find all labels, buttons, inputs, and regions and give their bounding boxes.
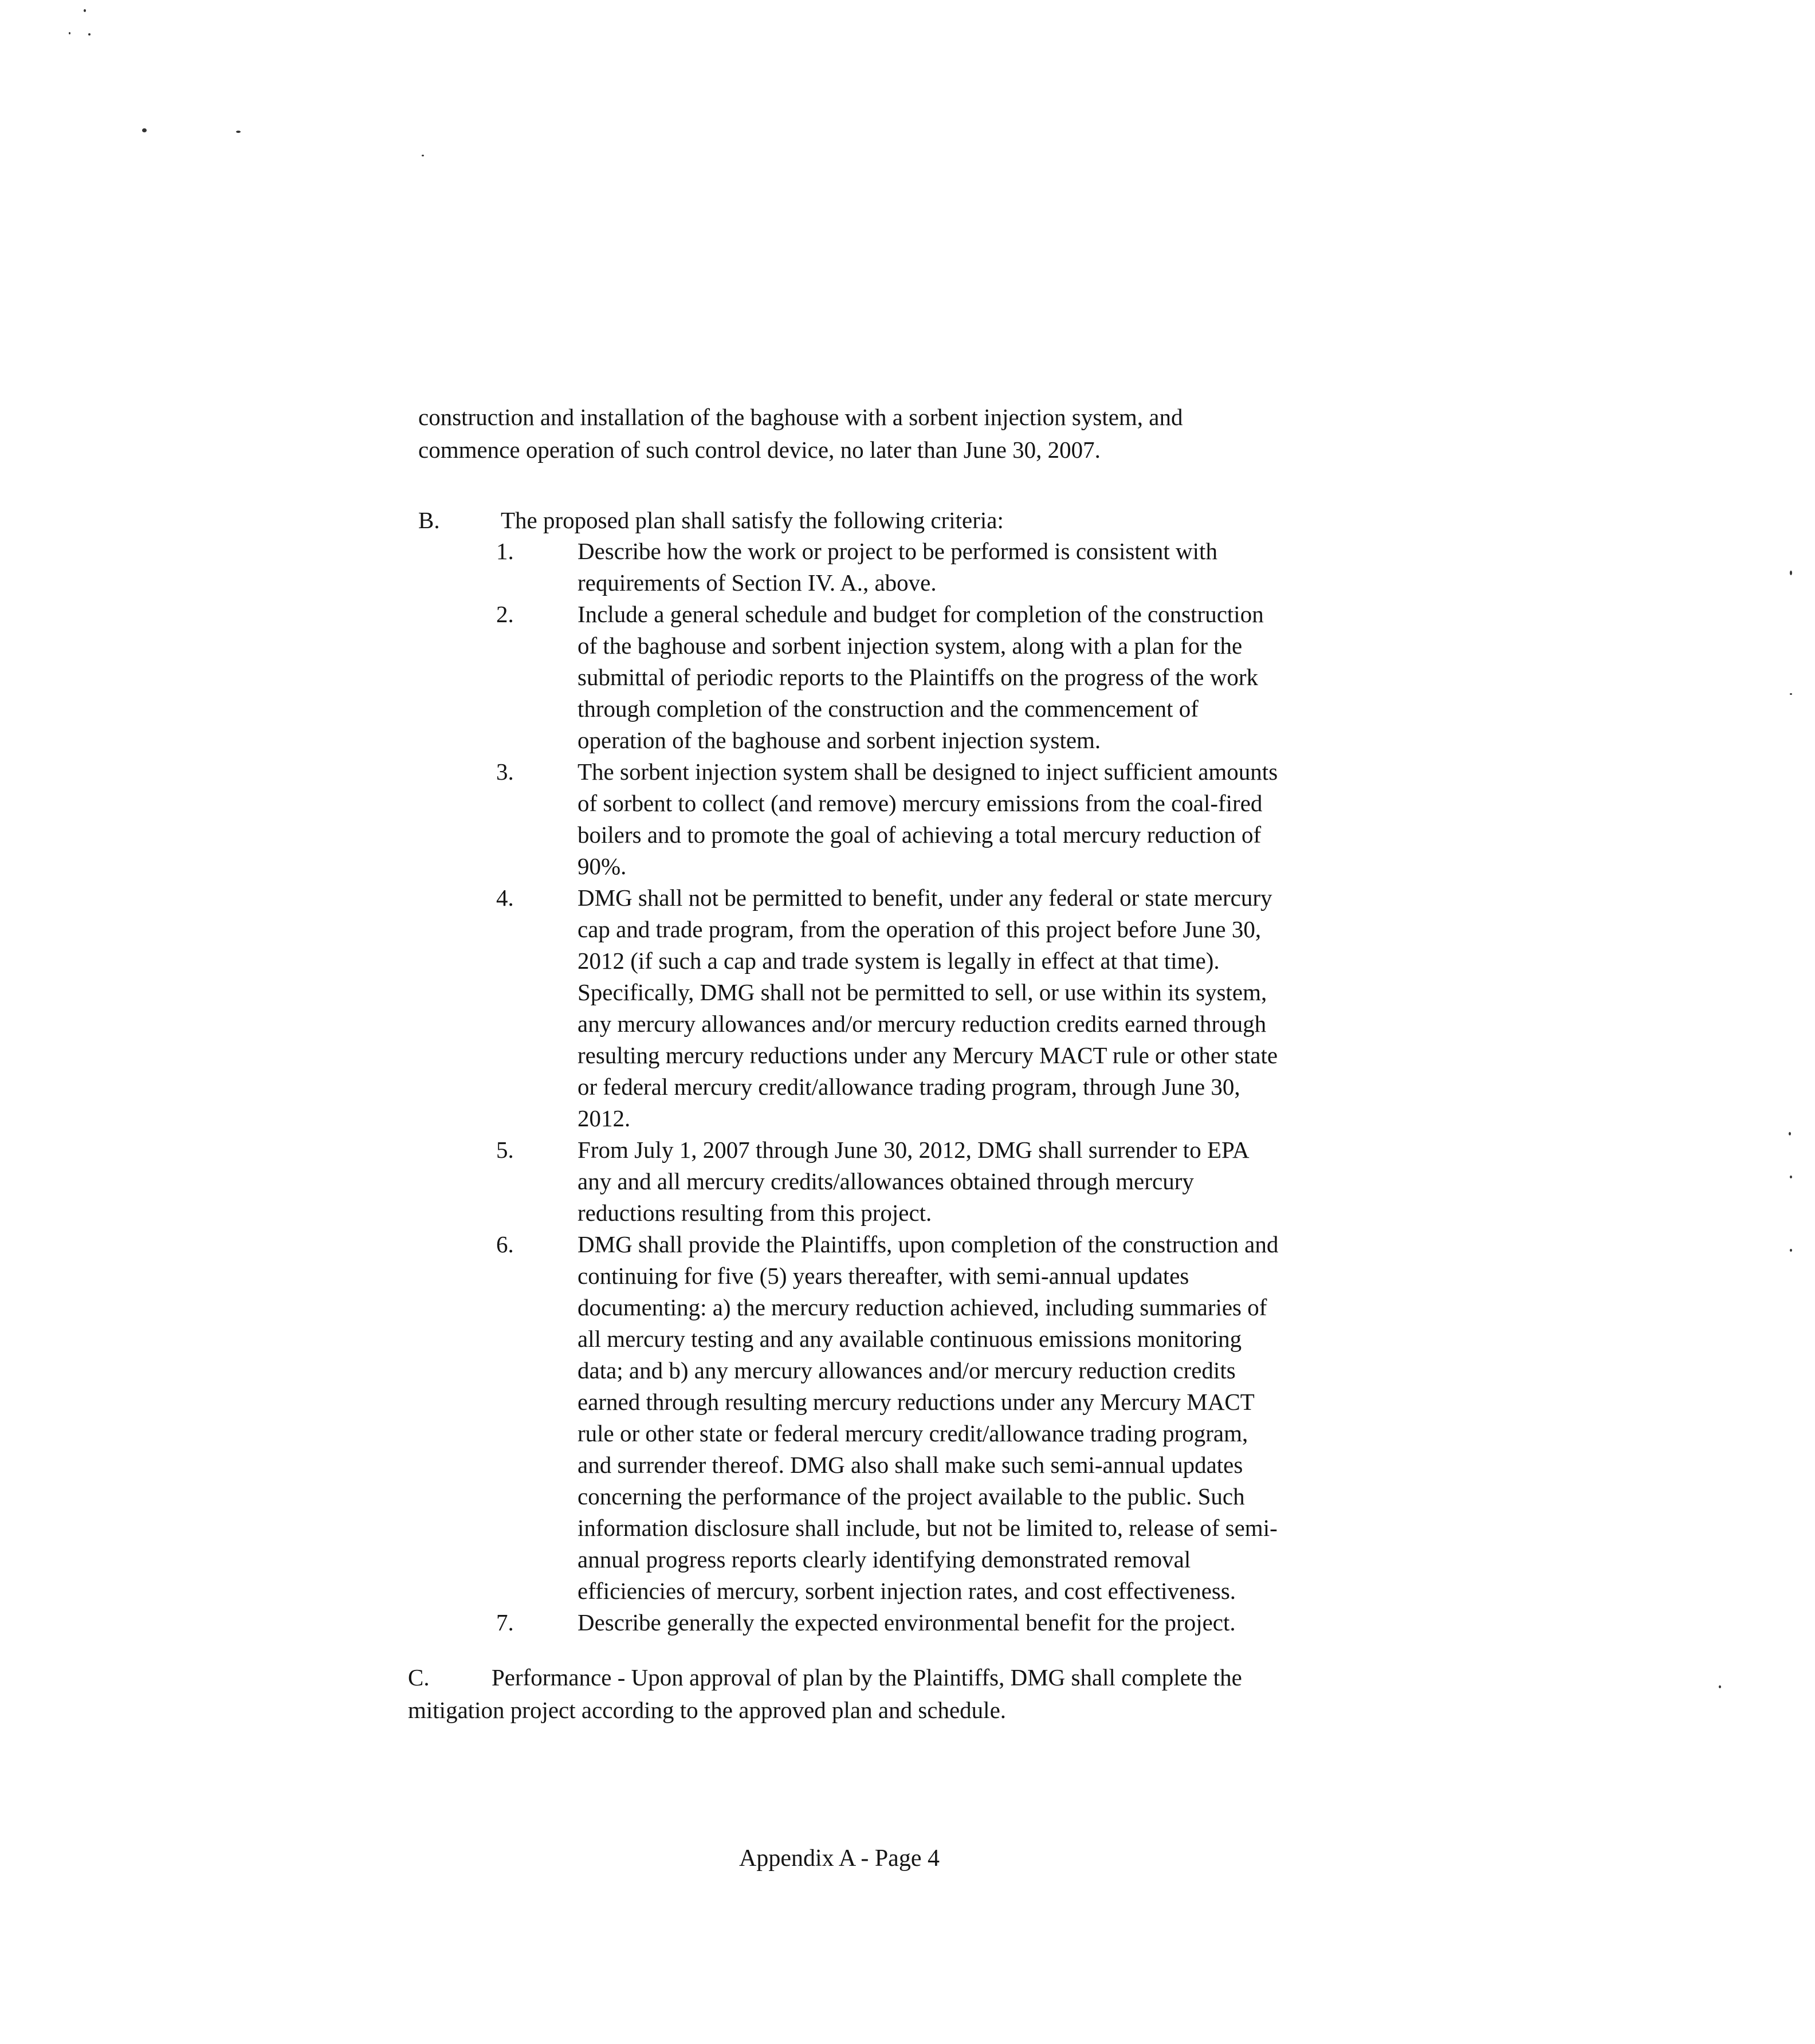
scan-speck [1790,693,1792,695]
intro-paragraph: construction and installation of the baghouse with a sorbent injection system, and commence operation of such control device, no later than June 30, 2007. [418,404,1183,463]
criterion-item [496,882,1413,1134]
criterion-number: 3. [496,758,514,785]
criterion-number: 5. [496,1137,514,1163]
criterion-text: The sorbent injection system shall be designed to inject sufficient amounts of sorbent to collect (and remove) mercury emissions from the coal-fired boilers and to promote the goal of achieving a total mercury reduction of 90%. [578,758,1278,879]
criterion-item [496,536,1413,599]
criteria-list [496,536,1413,1638]
criterion-number: 6. [496,1231,514,1257]
scan-speck [88,33,91,36]
section-c-text: Performance - Upon approval of plan by the Plaintiffs, DMG shall complete the mitigation project according to the approved plan and schedule. [408,1664,1242,1723]
criterion-text: Include a general schedule and budget for completion of the construction of the baghouse and sorbent injection system, along with a plan for the submittal of periodic reports to the Plaintiffs on the progress of the work through completion of the construction and the commencement of operation of the baghouse and sorbent injection system. [578,601,1264,753]
section-c-letter: C. [408,1664,430,1691]
criterion-text: From July 1, 2007 through June 30, 2012, DMG shall surrender to EPA any and all mercury credits/allowances obtained through mercury reductions resulting from this project. [578,1137,1250,1226]
scan-speck [142,128,147,132]
scan-speck [422,155,424,156]
scan-speck [1790,1176,1792,1178]
scan-speck [1789,1132,1791,1135]
page-footer: Appendix A - Page 4 [739,1845,940,1872]
criterion-text: DMG shall provide the Plaintiffs, upon completion of the construction and continuing for five (5) years thereafter, with semi-annual updates documenting: a) the mercury reduction achieved, including summaries of all mercury testing and any available continuous emissions monitoring data; and b) any mercury allowances and/or mercury reduction credits earned through resulting mercury reductions under any Mercury MACT rule or other state or federal mercury credit/allowance trading program, and surrender thereof. DMG also shall make such semi-annual updates concerning the performance of the project available to the public. Such information disclosure shall include, but not be limited to, release of semi- annual progress reports clearly identifying demonstrated removal efficiencies of mercury, sorbent injection rates, and cost effectiveness. [578,1231,1279,1604]
scan-speck [1790,1249,1792,1252]
scan-speck [1719,1685,1721,1688]
criterion-text: DMG shall not be permitted to benefit, under any federal or state mercury cap and trade program, from the operation of this project before June 30, 2012 (if such a cap and trade system is legally in effect at that time). Specifically, DMG shall not be permitted to sell, or use within its system, any mercury allowances and/or mercury reduction credits earned through resulting mercury reductions under any Mercury MACT rule or other state or federal mercury credit/allowance trading program, through June 30, 2012. [578,885,1278,1131]
section-b-heading: The proposed plan shall satisfy the following criteria: [501,507,1004,533]
criterion-number: 2. [496,601,514,627]
criterion-item [496,1229,1413,1607]
criterion-text: Describe generally the expected environmental benefit for the project. [578,1609,1236,1636]
criterion-item [496,1607,1413,1638]
section-c [408,1661,1416,1727]
criterion-item [496,756,1413,882]
scan-speck [1790,571,1792,575]
criterion-text: Describe how the work or project to be performed is consistent with requirements of Section IV. A., above. [578,538,1217,596]
criterion-item [496,599,1413,756]
criterion-number: 1. [496,538,514,564]
section-b-letter: B. [418,507,440,533]
scan-speck [69,32,70,34]
criterion-number: 7. [496,1609,514,1636]
criterion-item [496,1134,1413,1229]
criterion-number: 4. [496,885,514,911]
scan-speck [236,131,241,133]
scan-speck [84,9,86,12]
